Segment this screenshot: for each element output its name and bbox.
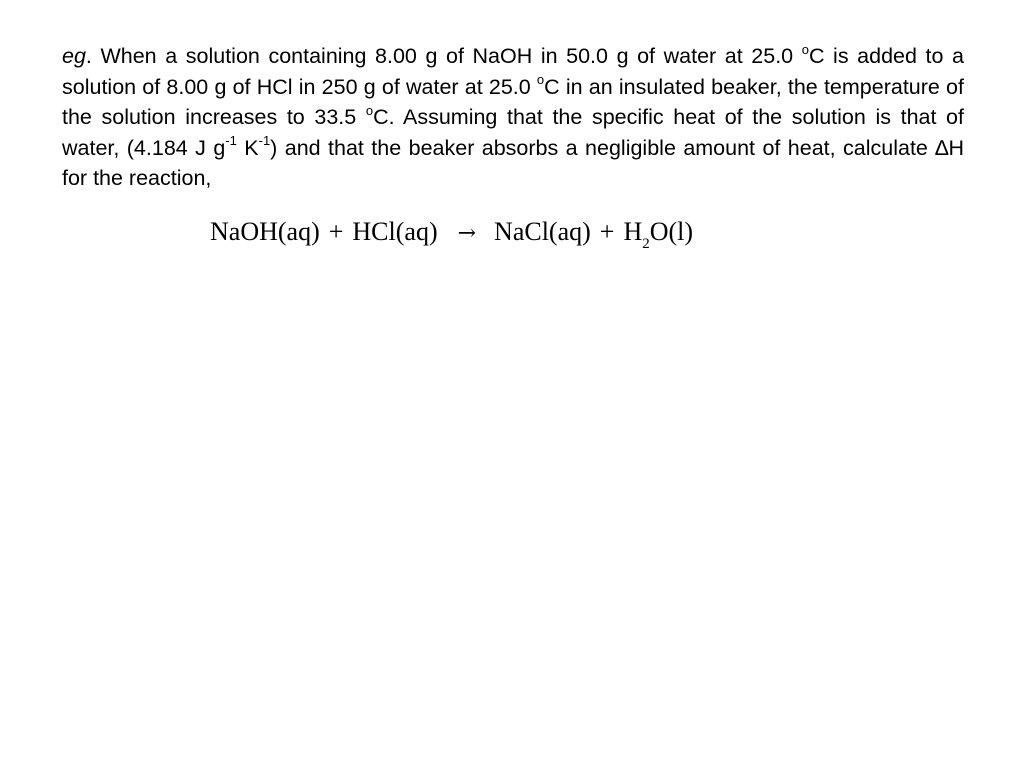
degree-symbol: o <box>536 72 545 88</box>
problem-statement <box>62 41 964 194</box>
reaction-arrow-icon: → <box>457 221 477 246</box>
problem-text: C in an insulated beaker, the temperature of the solution increases to 33.5 <box>62 74 964 129</box>
problem-text: C. Assuming that the specific heat of the solution is that of water, (4.184 J g <box>62 105 964 160</box>
subscript: 2 <box>642 236 650 253</box>
degree-symbol: o <box>801 41 809 57</box>
problem-text: K <box>236 135 259 160</box>
reactant-hcl: HCl(aq) <box>352 217 438 246</box>
delta-symbol: ∆ <box>935 135 949 160</box>
degree-symbol: o <box>365 102 374 118</box>
chemical-equation <box>210 215 693 251</box>
problem-text: ) and that the beaker absorbs a negligible amount of heat, calculate <box>270 135 936 160</box>
problem-text: C is added to a solution of 8.00 g of HCl in 250 g of water at 25.0 <box>62 44 964 99</box>
product-water <box>623 217 694 253</box>
product-water-h: H <box>623 217 643 246</box>
product-nacl: NaCl(aq) <box>494 217 591 246</box>
problem-text: . When a solution containing 8.00 g of NaOH in 50.0 g of water at 25.0 <box>85 44 802 68</box>
exponent: -1 <box>225 133 237 149</box>
problem-text: H for the reaction, <box>62 135 964 190</box>
product-water-o: O(l) <box>649 217 694 246</box>
reactant-naoh: NaOH(aq) <box>210 217 320 246</box>
exponent: -1 <box>258 133 271 149</box>
plus-sign: + <box>599 217 615 246</box>
example-label: eg <box>62 44 86 68</box>
plus-sign: + <box>328 217 344 246</box>
